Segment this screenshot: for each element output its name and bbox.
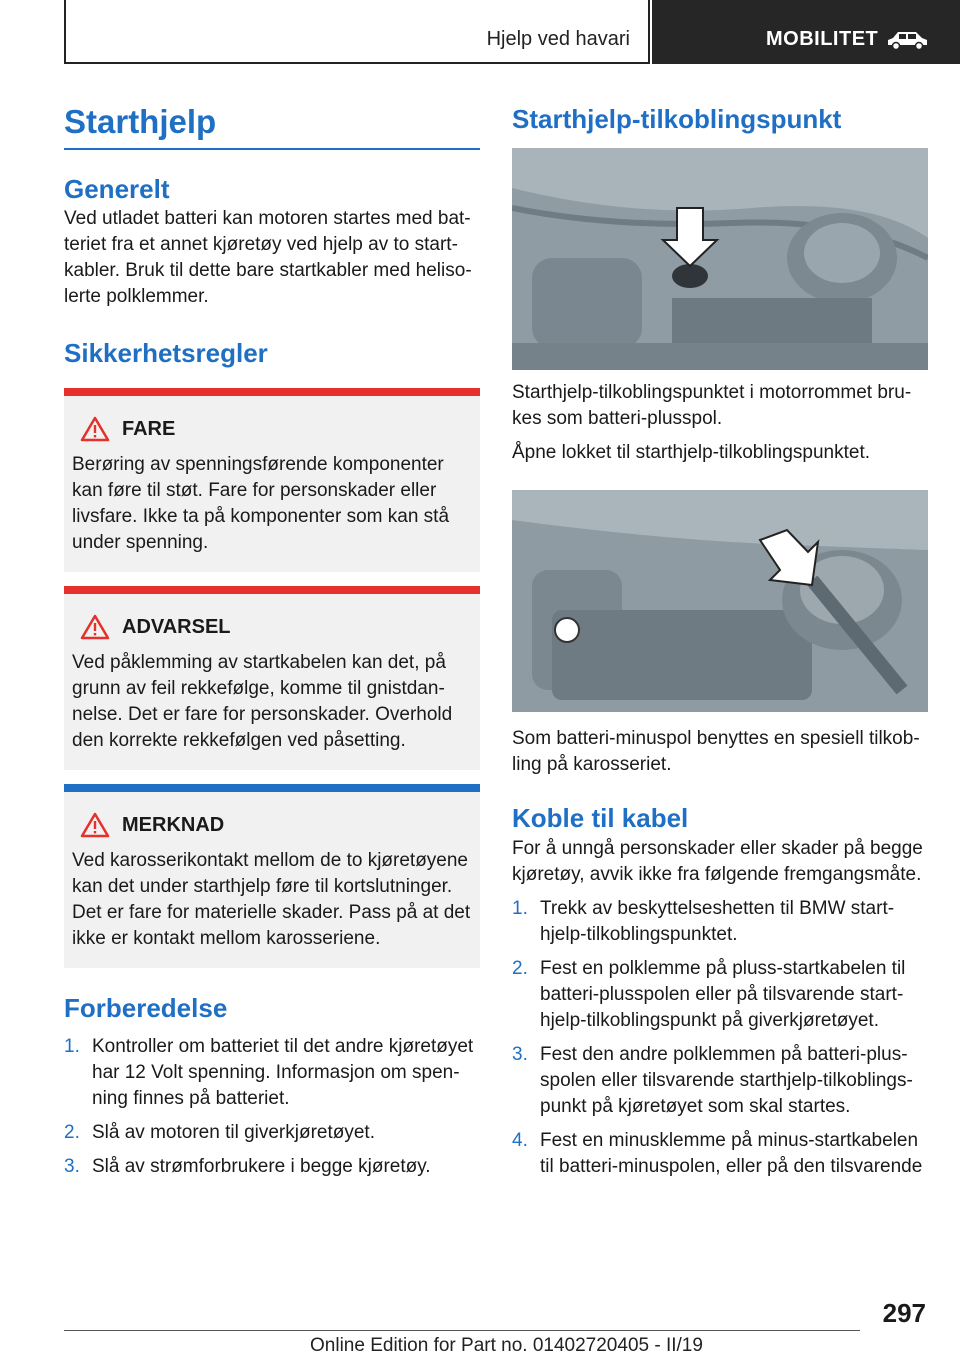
list-item xyxy=(64,1120,480,1146)
heading-forberedelse: Forberedelse xyxy=(64,993,228,1023)
header-section-title: Hjelp ved havari xyxy=(486,28,630,50)
page-title: Starthjelp xyxy=(64,100,480,150)
left-column xyxy=(64,100,480,1180)
step-number: 2. xyxy=(64,1122,80,1143)
warning-box-merknad xyxy=(64,784,480,968)
step-text: Kontroller om batteriet til det andre kjøretøyet har 12 Volt spenning. Informasjon om spenning finnes på batteriet. xyxy=(92,1036,474,1109)
step-text: Slå av strømforbrukere i begge kjøretøy. xyxy=(92,1156,431,1177)
footer-divider xyxy=(64,1330,860,1331)
footer-edition: Online Edition for Part no. 01402720405 - II/19 xyxy=(310,1335,703,1356)
header-chapter-title: MOBILITET xyxy=(766,28,879,50)
warning-triangle-icon xyxy=(80,812,110,838)
caption-open-lid: Åpne lokket til starthjelp-tilkoblingspunktet. xyxy=(512,442,871,463)
step-text: Fest den andre polklemmen på batteri-plusspolen eller tilsvarende starthjelp-tilkoblingspunkt på kjøretøyet som skal startes. xyxy=(540,1044,913,1117)
list-item xyxy=(64,1154,480,1180)
heading-koble-til-kabel: Koble til kabel xyxy=(512,803,689,833)
step-number: 3. xyxy=(64,1156,80,1177)
right-column xyxy=(512,100,928,1180)
warning-box-advarsel xyxy=(64,586,480,770)
warning-text: Berøring av spenningsførende komponenter kan føre til støt. Fare for personskader eller livsfare. Ikke ta på komponenter som kan stå under spenning. xyxy=(72,454,450,553)
step-text: Fest en minusklemme på minus-startkabelen til batteri-minuspolen, eller på den tilsvarende xyxy=(540,1130,923,1177)
engine-bay-photo-plus xyxy=(512,148,928,370)
step-number: 4. xyxy=(512,1130,528,1151)
step-number: 1. xyxy=(512,898,528,919)
warning-label: MERKNAD xyxy=(122,813,225,836)
generelt-text: Ved utladet batteri kan motoren startes med batteriet fra et annet kjøretøy ved hjelp av to startkabler. Bruk til dette bare startkabler med helisolerte polklemmer. xyxy=(64,208,472,307)
step-number: 2. xyxy=(512,958,528,979)
list-item xyxy=(512,956,928,1034)
heading-tilkoblingspunkt: Starthjelp-tilkoblingspunkt xyxy=(512,104,842,134)
list-item xyxy=(512,896,928,948)
list-item xyxy=(64,1034,480,1112)
koble-intro: For å unngå personskader eller skader på begge kjøretøy, avvik ikke fra følgende fremgangsmåte. xyxy=(512,838,923,885)
forberedelse-steps xyxy=(64,1034,480,1180)
warning-box-fare xyxy=(64,388,480,572)
list-item xyxy=(512,1042,928,1120)
warning-text: Ved karosserikontakt mellom de to kjøretøyene kan det under starthjelp føre til kortslutninger. Det er fare for materielle skader. Pass på at det ikke er kontakt mellom karosseriene. xyxy=(72,850,471,949)
list-item xyxy=(512,1128,928,1180)
warning-label: ADVARSEL xyxy=(122,615,231,638)
warning-label: FARE xyxy=(122,417,176,440)
caption-minus-pole: Som batteri-minuspol benyttes en spesiell tilkobling på karosseriet. xyxy=(512,728,920,775)
step-text: Trekk av beskyttelseshetten til BMW starthjelp-tilkoblingspunktet. xyxy=(540,898,895,945)
step-text: Fest en polklemme på pluss-startkabelen til batteri-plusspolen eller på tilsvarende starthjelp-tilkoblingspunkt på giverkjøretøyet. xyxy=(540,958,906,1031)
page-number: 297 xyxy=(882,1298,926,1328)
step-number: 1. xyxy=(64,1036,80,1057)
koble-steps xyxy=(512,896,928,1180)
header-chapter-box xyxy=(652,0,960,64)
warning-triangle-icon xyxy=(80,416,110,442)
heading-sikkerhetsregler: Sikkerhetsregler xyxy=(64,338,268,368)
heading-generelt: Generelt xyxy=(64,174,170,204)
warning-triangle-icon xyxy=(80,614,110,640)
engine-bay-photo-minus xyxy=(512,490,928,712)
caption-plus-pole: Starthjelp-tilkoblingspunktet i motorrommet brukes som batteri-plusspol. xyxy=(512,382,912,429)
header-section-box xyxy=(64,0,650,64)
step-number: 3. xyxy=(512,1044,528,1065)
step-text: Slå av motoren til giverkjøretøyet. xyxy=(92,1122,375,1143)
warning-text: Ved påklemming av startkabelen kan det, på grunn av feil rekkefølge, komme til gnistdannelse. Det er fare for personskader. Overhold den korrekte rekkefølgen ved påsetting. xyxy=(72,652,453,751)
car-icon xyxy=(884,28,930,52)
